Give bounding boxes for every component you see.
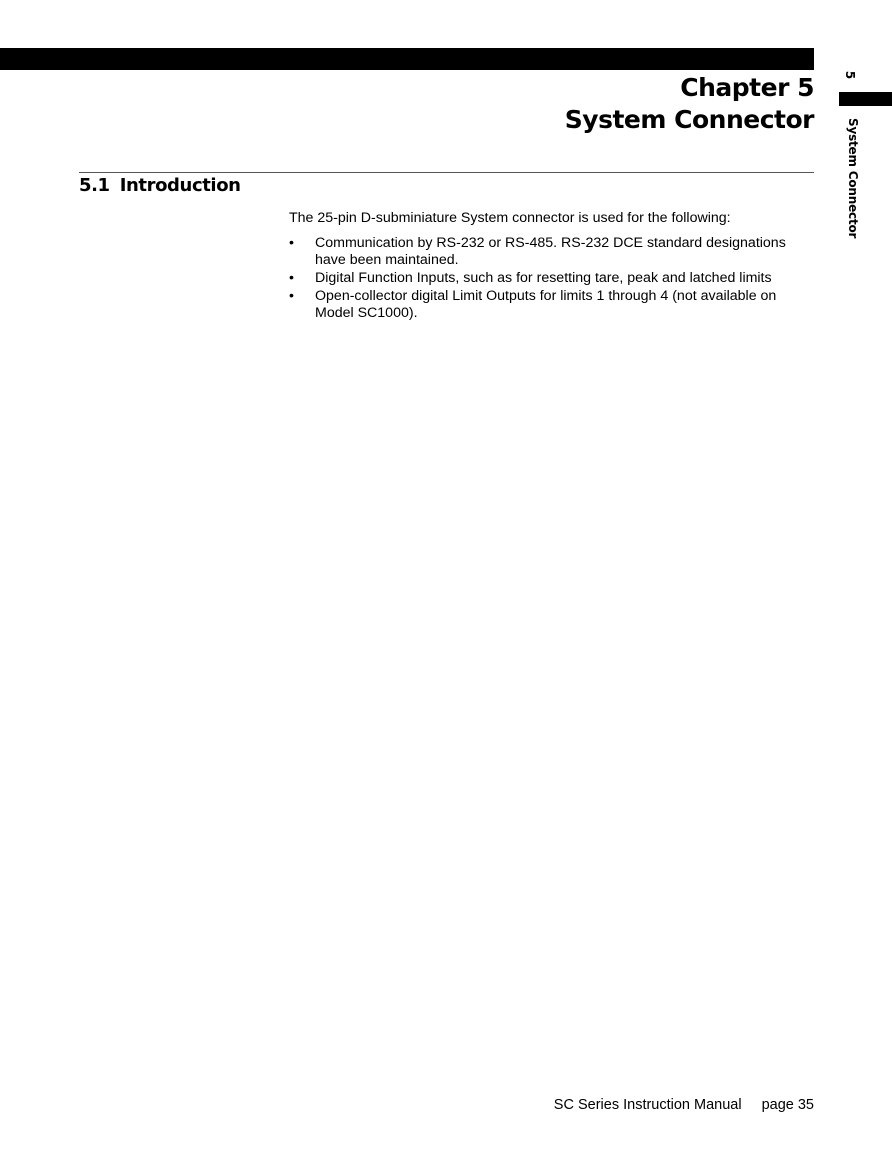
list-item-text: Open-collector digital Limit Outputs for limits 1 through 4 (not available on Model SC1000).	[315, 288, 777, 321]
list-item-text: Digital Function Inputs, such as for resetting tare, peak and latched limits	[315, 270, 772, 286]
side-tab-marker	[839, 92, 892, 106]
bullet-marker: •	[289, 235, 294, 251]
section-number: 5.1	[79, 175, 110, 196]
page-footer	[554, 1097, 814, 1113]
page-number: page 35	[761, 1097, 814, 1113]
bullet-marker: •	[289, 270, 294, 286]
bullet-marker: •	[289, 288, 294, 304]
side-tab-label: System Connector	[846, 118, 860, 239]
header-bar	[0, 48, 814, 70]
list-item	[289, 235, 814, 269]
section-divider	[79, 172, 814, 173]
section-heading	[79, 174, 241, 198]
manual-title: SC Series Instruction Manual	[553, 1097, 742, 1113]
list-item	[289, 270, 814, 287]
section-body	[289, 210, 814, 323]
chapter-title	[565, 72, 814, 136]
section-title: Introduction	[119, 175, 241, 196]
list-item-text: Communication by RS-232 or RS-485. RS-232 DCE standard designations have been maintained.	[315, 235, 786, 268]
chapter-name: System Connector	[564, 105, 814, 134]
list-item	[289, 288, 814, 322]
intro-paragraph: The 25-pin D-subminiature System connector is used for the following:	[289, 210, 731, 226]
side-tab-number: 5	[843, 70, 857, 80]
bullet-list	[289, 235, 814, 322]
chapter-number: Chapter 5	[680, 73, 814, 102]
